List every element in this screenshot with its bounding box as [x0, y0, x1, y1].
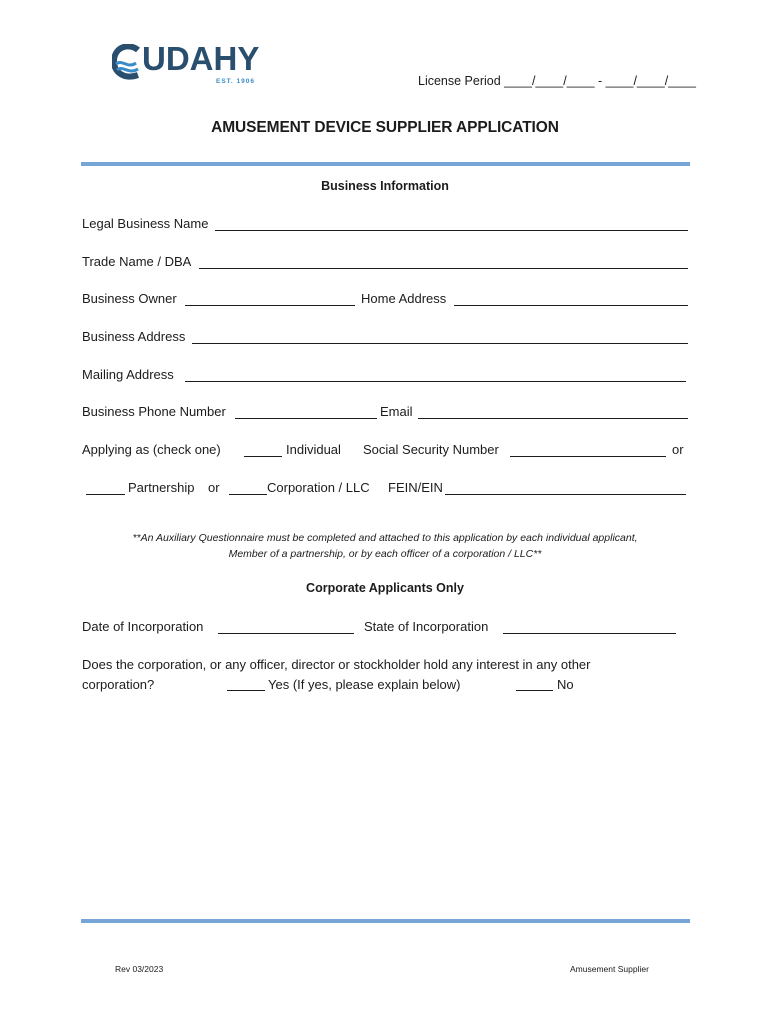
phone-row — [82, 404, 688, 422]
no-label: No — [557, 677, 574, 692]
trade-name-field[interactable] — [199, 268, 688, 269]
owner-label: Business Owner — [82, 291, 177, 306]
question-line2: corporation? — [82, 677, 155, 692]
state-incorporation-field[interactable] — [503, 633, 676, 634]
logo-wordmark: UDAHY — [142, 40, 260, 77]
applying-as-row — [82, 442, 688, 460]
bottom-divider — [81, 919, 690, 923]
question-answer-line — [82, 675, 682, 695]
home-address-label: Home Address — [361, 291, 447, 306]
yes-label: Yes (If yes, please explain below) — [268, 677, 461, 692]
applying-as-label: Applying as (check one) — [82, 442, 221, 457]
top-divider — [81, 162, 690, 166]
wave-icon — [112, 44, 142, 80]
ssn-field[interactable] — [510, 456, 666, 457]
date-incorporation-field[interactable] — [218, 633, 354, 634]
email-field[interactable] — [418, 418, 688, 419]
business-info-heading: Business Information — [321, 179, 449, 193]
entity-type-row — [82, 480, 688, 498]
phone-label: Business Phone Number — [82, 404, 226, 419]
phone-field[interactable] — [235, 418, 377, 419]
yes-checkbox[interactable] — [227, 690, 265, 691]
corporate-heading: Corporate Applicants Only — [306, 581, 464, 595]
corporation-label: Corporation / LLC — [267, 480, 370, 495]
document-name-footer: Amusement Supplier — [570, 964, 649, 974]
questionnaire-note-line2: Member of a partnership, or by each officer of a corporation / LLC** — [228, 548, 542, 560]
legal-name-row — [82, 216, 688, 234]
fein-field[interactable] — [445, 494, 686, 495]
individual-checkbox[interactable] — [244, 456, 282, 457]
legal-name-field[interactable] — [215, 230, 688, 231]
partnership-checkbox[interactable] — [86, 494, 125, 495]
business-address-label: Business Address — [82, 329, 186, 344]
mailing-address-field[interactable] — [185, 381, 686, 382]
license-period: License Period ____/____/____ - ____/____/____ — [418, 74, 697, 88]
partnership-label: Partnership — [128, 480, 195, 495]
ssn-label: Social Security Number — [363, 442, 499, 457]
question-line1: Does the corporation, or any officer, director or stockholder hold any interest in any other — [82, 657, 591, 672]
mailing-address-label: Mailing Address — [82, 367, 174, 382]
fein-label: FEIN/EIN — [388, 480, 443, 495]
questionnaire-note-line1: **An Auxiliary Questionnaire must be completed and attached to this application by each individual applicant, — [132, 532, 638, 544]
page-title: AMUSEMENT DEVICE SUPPLIER APPLICATION — [211, 119, 559, 136]
date-incorporation-label: Date of Incorporation — [82, 619, 204, 634]
mailing-address-row — [82, 367, 688, 385]
logo-established: EST. 1906 — [216, 78, 255, 85]
business-address-field[interactable] — [192, 343, 688, 344]
state-incorporation-label: State of Incorporation — [364, 619, 489, 634]
trade-name-label: Trade Name / DBA — [82, 254, 192, 269]
trade-name-row — [82, 254, 688, 272]
or-label: or — [672, 442, 684, 457]
business-address-row — [82, 329, 688, 347]
cudahy-logo — [112, 42, 272, 90]
corporation-checkbox[interactable] — [229, 494, 267, 495]
revision-footer: Rev 03/2023 — [115, 964, 164, 974]
owner-field[interactable] — [185, 305, 355, 306]
or-separator: or — [208, 480, 220, 495]
interest-question — [82, 655, 682, 695]
owner-row — [82, 291, 688, 309]
no-checkbox[interactable] — [516, 690, 553, 691]
home-address-field[interactable] — [454, 305, 688, 306]
email-label: Email — [380, 404, 413, 419]
individual-label: Individual — [286, 442, 341, 457]
legal-name-label: Legal Business Name — [82, 216, 209, 231]
incorporation-row — [82, 619, 688, 637]
